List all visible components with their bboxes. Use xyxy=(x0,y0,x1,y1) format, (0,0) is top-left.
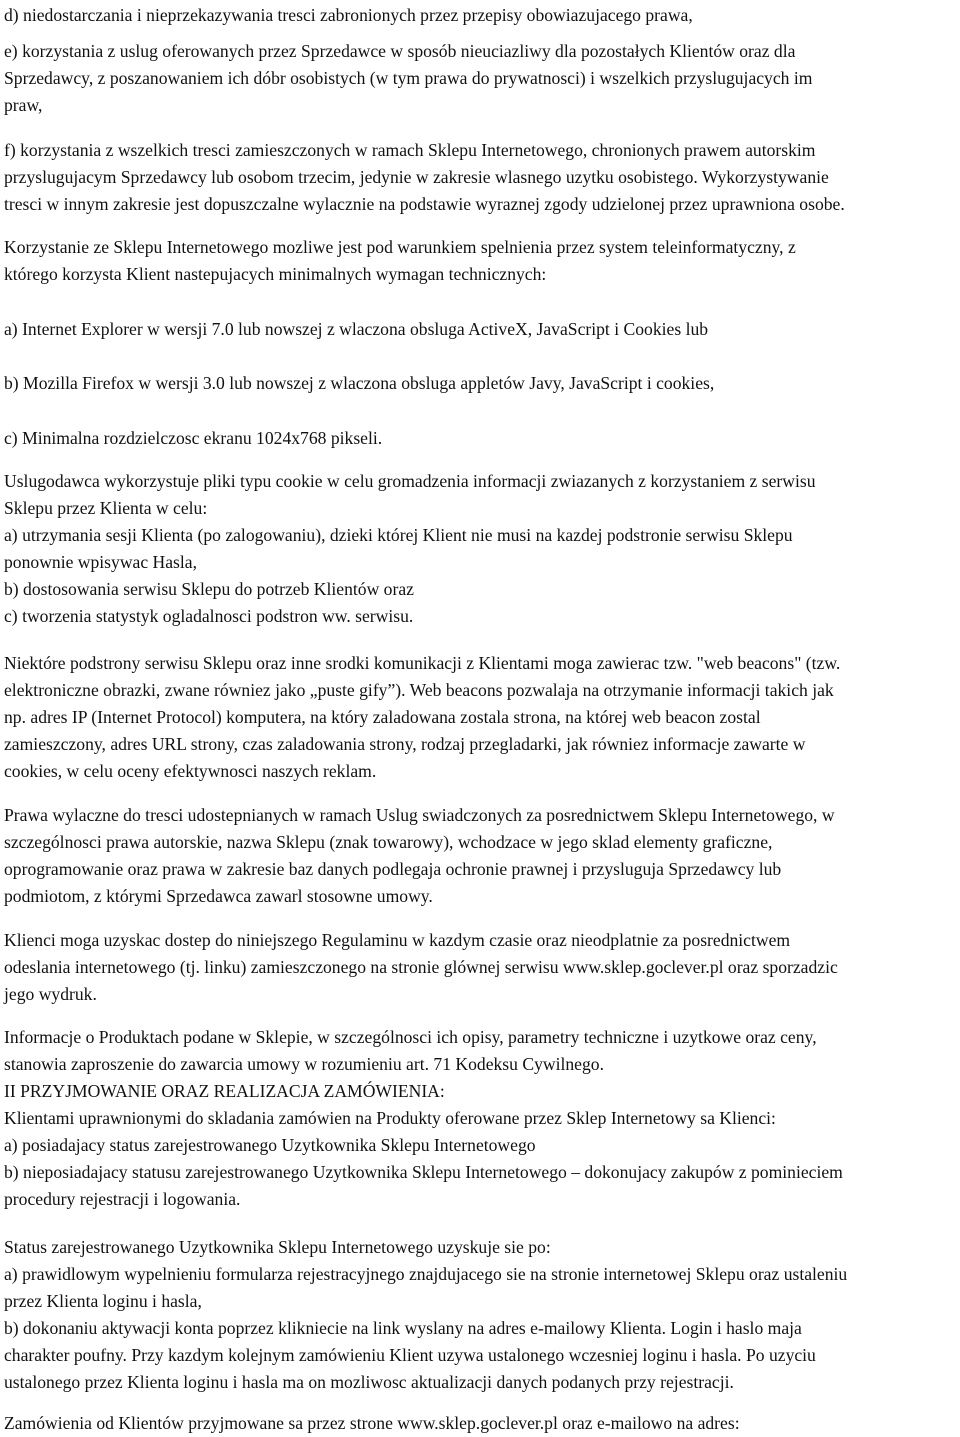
text-line: Sprzedawcy, z poszanowaniem ich dóbr osobistych (w tym prawa do prywatnosci) i wszelkich przyslugujacych im xyxy=(4,68,813,88)
text-line: Zamówienia od Klientów przyjmowane sa przez strone www.sklep.goclever.pl oraz e-mailowo na adres: xyxy=(4,1413,740,1433)
text-line: ponownie wpisywac Hasla, xyxy=(4,552,197,572)
text-line: Korzystanie ze Sklepu Internetowego mozliwe jest pod warunkiem spelnienia przez system teleinformatyczny, z xyxy=(4,237,796,257)
text-line: b) nieposiadajacy statusu zarejestrowanego Uzytkownika Sklepu Internetowego – dokonujacy zakupów z pominieciem xyxy=(4,1162,843,1182)
paragraph-use-of-services xyxy=(4,38,960,119)
text-line: b) dokonaniu aktywacji konta poprzez klikniecie na link wyslany na adres e-mailowy Klienta. Login i haslo maja xyxy=(4,1318,802,1338)
text-line: a) prawidlowym wypelnieniu formularza rejestracyjnego znajdujacego sie na stronie internetowej Sklepu oraz ustaleniu xyxy=(4,1264,848,1284)
text-line: ustalonego przez Klienta loginu i hasla ma on mozliwosc aktualizacji danych podanych przy rejestracji. xyxy=(4,1372,734,1392)
text-line: oprogramowanie oraz prawa w zakresie baz danych podlegaja ochronie prawnej i przysluguja Sprzedawcy lub xyxy=(4,859,782,879)
paragraph-cookies xyxy=(4,468,960,630)
text-line: elektroniczne obrazki, zwane równiez jako „puste gify”). Web beacons pozwalaja na otrzymanie informacji takich jak xyxy=(4,680,834,700)
text-line: a) utrzymania sesji Klienta (po zalogowaniu), dzieki której Klient nie musi na kazdej podstronie serwisu Sklepu xyxy=(4,525,793,545)
text-line: c) Minimalna rozdzielczosc ekranu 1024x768 pikseli. xyxy=(4,428,383,448)
text-line: a) posiadajacy status zarejestrowanego Uzytkownika Sklepu Internetowego xyxy=(4,1135,536,1155)
text-line: Uslugodawca wykorzystuje pliki typu cookie w celu gromadzenia informacji zwiazanych z korzystaniem z serwisu xyxy=(4,471,816,491)
text-line: stanowia zaproszenie do zawarcia umowy w rozumieniu art. 71 Kodeksu Cywilnego. xyxy=(4,1054,604,1074)
text-line: procedury rejestracji i logowania. xyxy=(4,1189,241,1209)
text-line: a) Internet Explorer w wersji 7.0 lub nowszej z wlaczona obsluga ActiveX, JavaScript i Cookies lub xyxy=(4,319,709,339)
text-line: II PRZYJMOWANIE ORAZ REALIZACJA ZAMÓWIENIA: xyxy=(4,1081,445,1101)
text-line: charakter poufny. Przy kazdym kolejnym zamówieniu Klient uzywa ustalonego wczesniej loginu i hasla. Po uzyciu xyxy=(4,1345,816,1365)
text-line: b) Mozilla Firefox w wersji 3.0 lub nowszej z wlaczona obsluga appletów Javy, JavaScript i cookies, xyxy=(4,373,715,393)
text-line: Status zarejestrowanego Uzytkownika Sklepu Internetowego uzyskuje sie po: xyxy=(4,1237,551,1257)
text-line: Informacje o Produktach podane w Sklepie, w szczególnosci ich opisy, parametry techniczne i uzytkowe oraz ceny, xyxy=(4,1027,817,1047)
text-line: Niektóre podstrony serwisu Sklepu oraz inne srodki komunikacji z Klientami moga zawierac tzw. "web beacons" (tzw. xyxy=(4,653,841,673)
text-line: odeslania internetowego (tj. linku) zamieszczonego na stronie glównej serwisu www.sklep.goclever.pl oraz sporzadzic xyxy=(4,957,838,977)
paragraph-copyright-use xyxy=(4,137,960,218)
requirement-resolution xyxy=(4,425,960,452)
text-line: Prawa wylaczne do tresci udostepnianych w ramach Uslug swiadczonych za posrednictwem Sklepu Internetowego, w xyxy=(4,805,835,825)
text-line: d) niedostarczania i nieprzekazywania tresci zabronionych przez przepisy obowiazujacego prawa, xyxy=(4,5,693,25)
text-line: przez Klienta loginu i hasla, xyxy=(4,1291,202,1311)
text-line: e) korzystania z uslug oferowanych przez Sprzedawce w sposób nieuciazliwy dla pozostałych Klientów oraz dla xyxy=(4,41,796,61)
text-line: szczególnosci prawa autorskie, nazwa Sklepu (znak towarowy), wchodzace w jego sklad elementy graficzne, xyxy=(4,832,773,852)
paragraph-exclusive-rights xyxy=(4,802,960,910)
text-line: b) dostosowania serwisu Sklepu do potrzeb Klientów oraz xyxy=(4,579,414,599)
text-line: przyslugujacym Sprzedawcy lub osobom trzecim, jedynie w zakresie wlasnego uzytku osobistego. Wykorzystywanie xyxy=(4,167,829,187)
requirement-firefox xyxy=(4,370,960,397)
text-line: np. adres IP (Internet Protocol) komputera, na który zaladowana zostala strona, na której web beacon zostal xyxy=(4,707,761,727)
text-line: Klienci moga uzyskac dostep do niniejszego Regulaminu w kazdym czasie oraz nieodplatnie za posrednictwem xyxy=(4,930,791,950)
text-line: podmiotom, z którymi Sprzedawca zawarl stosowne umowy. xyxy=(4,886,433,906)
text-line: c) tworzenia statystyk ogladalnosci podstron ww. serwisu. xyxy=(4,606,414,626)
text-line: cookies, w celu oceny efektywnosci naszych reklam. xyxy=(4,761,377,781)
text-line: praw, xyxy=(4,95,43,115)
paragraph-registration-status xyxy=(4,1234,960,1396)
paragraph-regulation-access xyxy=(4,927,960,1008)
paragraph-product-info-and-orders xyxy=(4,1024,960,1213)
text-line: Sklepu przez Klienta w celu: xyxy=(4,498,208,518)
text-line: którego korzysta Klient nastepujacych minimalnych wymagan technicznych: xyxy=(4,264,547,284)
paragraph-web-beacons xyxy=(4,650,960,785)
paragraph-order-channels xyxy=(4,1410,960,1437)
text-line: Klientami uprawnionymi do skladania zamówien na Produkty oferowane przez Sklep Internetowy sa Klienci: xyxy=(4,1108,776,1128)
text-line: zamieszczony, adres URL strony, czas zaladowania strony, rodzaj przegladarki, jak równiez informacje zawarte w xyxy=(4,734,806,754)
requirement-internet-explorer xyxy=(4,316,960,343)
text-line: tresci w innym zakresie jest dopuszczalne wylacznie na podstawie wyraznej zgody udzielonej przez uprawniona osobe. xyxy=(4,194,845,214)
paragraph-prohibited-content xyxy=(4,2,960,29)
text-line: f) korzystania z wszelkich tresci zamieszczonych w ramach Sklepu Internetowego, chronionych prawem autorskim xyxy=(4,140,816,160)
text-line: jego wydruk. xyxy=(4,984,97,1004)
paragraph-technical-requirements xyxy=(4,234,960,288)
